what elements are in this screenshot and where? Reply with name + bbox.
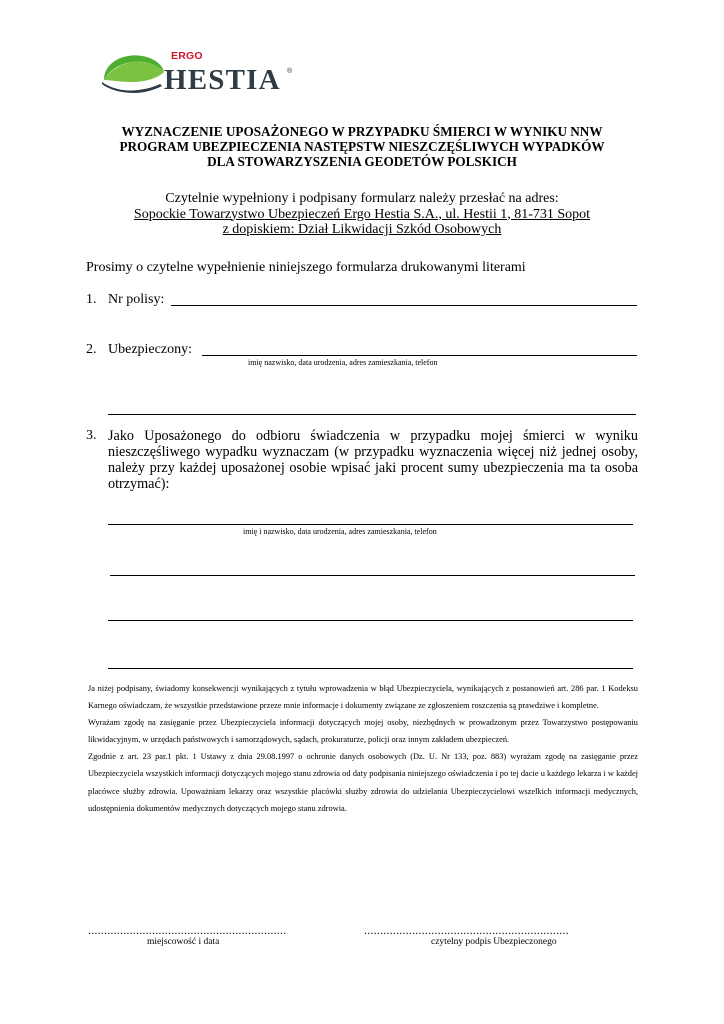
hestia-leaf-icon	[98, 50, 168, 100]
title-line-2: PROGRAM UBEZPIECZENIA NASTĘPSTW NIESZCZĘŚLIWYCH WYPADKÓW	[119, 139, 605, 154]
insured-input-line[interactable]	[202, 355, 637, 356]
insured-label: Ubezpieczony:	[108, 342, 192, 357]
beneficiary-label: Jako Uposażonego do odbioru świadczenia w przypadku mojej śmierci w wyniku nieszczęśliwego wypadku wyznaczam (w przypadku wyznaczenia więcej niż jednej osoby, należy przy każdej uposażonej osobie wpisać jaki procent sumy ubezpieczenia ma ta osoba otrzymać):	[108, 428, 638, 492]
address-line-1: Sopockie Towarzystwo Ubezpieczeń Ergo Hestia S.A., ul. Hestii 1, 81-731 Sopot	[133, 206, 591, 222]
beneficiary-input-line-4[interactable]	[108, 668, 633, 669]
beneficiary-input-line-1[interactable]	[108, 524, 633, 525]
signature-label: czytelny podpis Ubezpieczonego	[431, 937, 557, 947]
declaration-consent-info: Wyrażam zgodę na zasięganie przez Ubezpieczyciela informacji dotyczących mojej osoby, niezbędnych w prowadzonym przez Towarzystwo postępowaniu likwidacyjnym, w urzędach państwowych i samorządowych, sądach, prokuraturze, policji oraz innym zakładem ubezpieczeń.	[88, 718, 638, 745]
insured-hint: imię nazwisko, data urodzenia, adres zamieszkania, telefon	[248, 358, 438, 367]
place-date-label: miejscowość i data	[147, 937, 220, 947]
beneficiary-hint: imię i nazwisko, data urodzenia, adres zamieszkania, telefon	[243, 527, 437, 536]
document-title	[60, 124, 664, 169]
policy-number-label: Nr polisy:	[108, 292, 165, 307]
beneficiary-input-line-3[interactable]	[108, 620, 633, 621]
declaration-consent-health: Zgodnie z art. 23 par.1 pkt. 1 Ustawy z dnia 29.08.1997 o ochronie danych osobowych (Dz. U. Nr 133, poz. 883) wyrażam zgodę na zasięganie przez Ubezpieczyciela wszystkich informacji dotyczących mojego stanu zdrowia od daty podpisania niniejszego oświadczenia i po tej dacie u każdego lekarza i w każdej placówce służby zdrowia. Upoważniam lekarzy oraz wszystkie placówki służby zdrowia do udzielania Ubezpieczycielowi wszelkich informacji medycznych, udostępnienia dokumentów medycznych dotyczących mojego stanu zdrowia.	[88, 752, 638, 813]
policy-number-input-line[interactable]	[171, 305, 637, 306]
insured-input-line-2[interactable]	[108, 414, 636, 415]
field-number-1: 1.	[86, 292, 97, 307]
field-number-3: 3.	[86, 428, 97, 443]
place-date-dots[interactable]: ..............................................................	[88, 923, 287, 937]
signature-dots[interactable]: ................................................................	[364, 923, 569, 937]
address-line-2: z dopiskiem: Dział Likwidacji Szkód Osobowych	[222, 222, 502, 237]
instruction-text: Prosimy o czytelne wypełnienie niniejszego formularza drukowanymi literami	[86, 260, 526, 275]
logo-registered-mark: ®	[287, 68, 293, 75]
field-number-2: 2.	[86, 342, 97, 357]
declaration-truthfulness: Ja niżej podpisany, świadomy konsekwencji wynikających z tytułu wprowadzenia w błąd Ubezpieczyciela, wynikających z postanowień art. 286 par. 1 Kodeksu Karnego oświadczam, że wszystkie przedstawione przeze mnie informacje i dokumenty związane ze zgłoszeniem roszczenia są prawdziwe i kompletne.	[88, 684, 638, 711]
ergo-hestia-logo	[98, 50, 298, 100]
address-block	[60, 191, 664, 238]
address-intro: Czytelnie wypełniony i podpisany formularz należy przesłać na adres:	[165, 191, 559, 206]
title-line-3: DLA STOWARZYSZENIA GEODETÓW POLSKICH	[207, 154, 517, 169]
logo-hestia-text: HESTIA	[164, 64, 281, 96]
logo-ergo-text: ERGO	[171, 50, 203, 62]
declarations-block	[88, 680, 638, 817]
beneficiary-input-line-2[interactable]	[110, 575, 635, 576]
title-line-1: WYZNACZENIE UPOSAŻONEGO W PRZYPADKU ŚMIERCI W WYNIKU NNW	[121, 124, 603, 139]
